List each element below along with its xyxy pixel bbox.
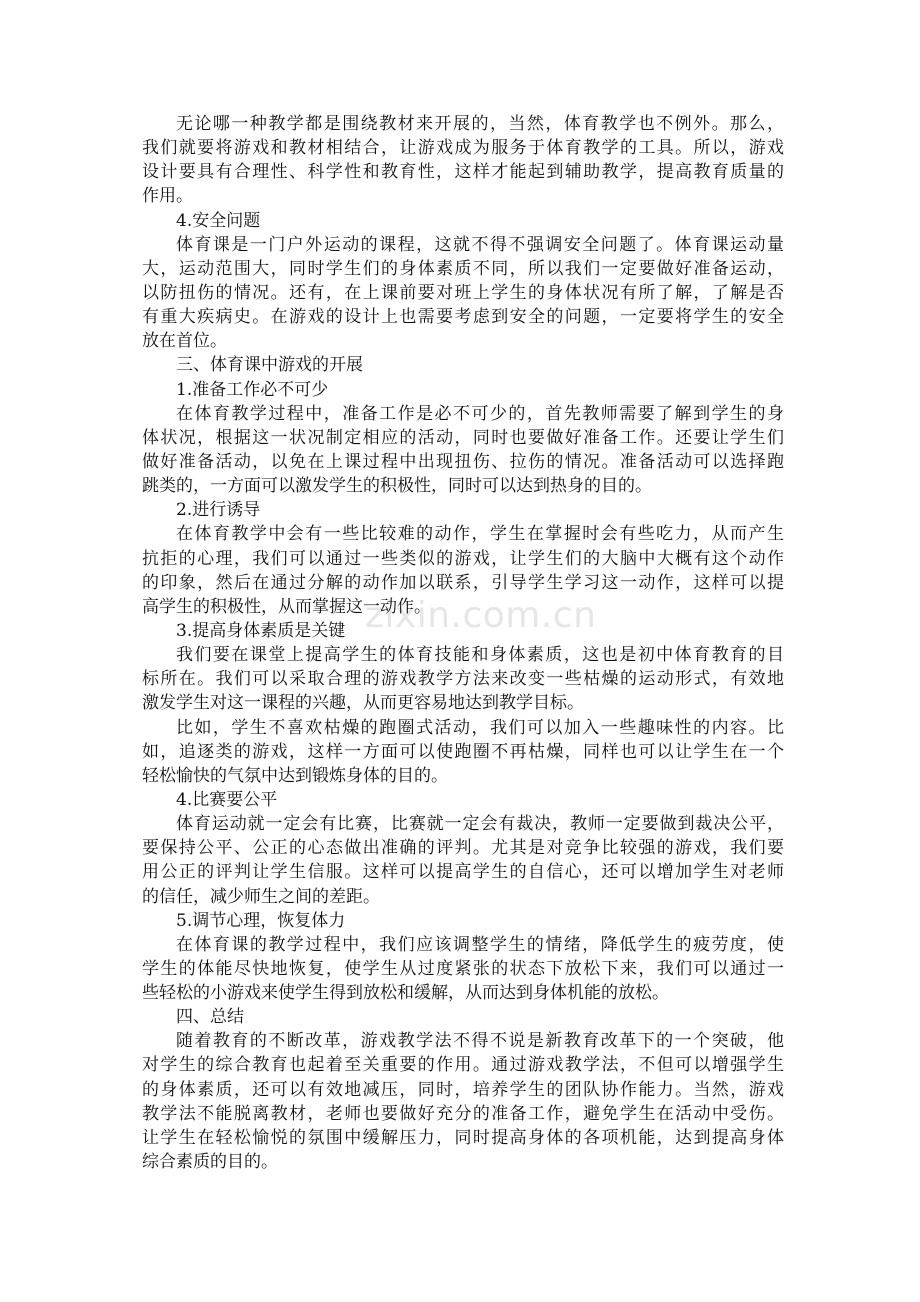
text-line: 的信任，减少师生之间的差距。 xyxy=(142,886,380,907)
text-line: 作用。 xyxy=(142,186,193,207)
text-line: 比如，学生不喜欢枯燥的跑圈式活动，我们可以加入一些趣味性的内容。比 xyxy=(176,717,784,738)
heading-text: 4.安全问题 xyxy=(176,210,261,231)
text-line: 在体育课的教学过程中，我们应该调整学生的情绪，降低学生的疲劳度，使 xyxy=(176,934,784,955)
text-line: 体状况，根据这一状况制定相应的活动，同时也要做好准备工作。还要让学生们 xyxy=(142,427,784,448)
document-body xyxy=(142,112,784,1174)
text-line: 我们要在课堂上提高学生的体育技能和身体素质，这也是初中体育教育的目 xyxy=(176,645,784,666)
text-line: 轻松愉快的气氛中达到锻炼身体的目的。 xyxy=(142,765,448,786)
paragraph xyxy=(142,643,784,715)
text-line: 设计要具有合理性、科学性和教育性，这样才能起到辅助教学，提高教育质量的 xyxy=(142,162,784,183)
paragraph xyxy=(142,112,784,209)
paragraph xyxy=(142,812,784,909)
paragraph xyxy=(142,716,784,788)
text-line: 的身体素质，还可以有效地减压，同时，培养学生的团队协作能力。当然，游戏 xyxy=(142,1079,784,1100)
section-heading xyxy=(142,1005,784,1029)
text-line: 跳类的，一方面可以激发学生的积极性，同时可以达到热身的目的。 xyxy=(142,476,652,497)
subsection-heading xyxy=(142,909,784,933)
subsection-heading xyxy=(142,378,784,402)
text-line: 在体育教学中会有一些比较难的动作，学生在掌握时会有些吃力，从而产生 xyxy=(176,524,784,545)
text-line: 体育运动就一定会有比赛，比赛就一定会有裁决，教师一定要做到裁决公平， xyxy=(176,814,784,835)
heading-text: 4.比赛要公平 xyxy=(176,789,278,810)
text-line: 对学生的综合教育也起着至关重要的作用。通过游戏教学法，不但可以增强学生 xyxy=(142,1055,784,1076)
section-heading xyxy=(142,353,784,377)
text-line: 高学生的积极性，从而掌握这一动作。 xyxy=(142,596,431,617)
heading-text: 5.调节心理，恢复体力 xyxy=(176,910,346,931)
text-line: 综合素质的目的。 xyxy=(142,1152,278,1173)
text-line: 用公正的评判让学生信服。这样可以提高学生的自信心，还可以增加学生对老师 xyxy=(142,862,784,883)
text-line: 体育课是一门户外运动的课程，这就不得不强调安全问题了。体育课运动量 xyxy=(176,234,784,255)
text-line: 随着教育的不断改革，游戏教学法不得不说是新教育改革下的一个突破，他 xyxy=(176,1031,784,1052)
subsection-heading xyxy=(142,498,784,522)
heading-text: 三、体育课中游戏的开展 xyxy=(176,355,363,376)
text-line: 以防扭伤的情况。还有，在上课前要对班上学生的身体状况有所了解，了解是否 xyxy=(142,282,784,303)
paragraph xyxy=(142,1029,784,1174)
text-line: 放在首位。 xyxy=(142,331,227,352)
text-line: 做好准备活动，以免在上课过程中出现扭伤、拉伤的情况。准备活动可以选择跑 xyxy=(142,451,784,472)
heading-text: 四、总结 xyxy=(176,1007,244,1028)
text-line: 学生的体能尽快地恢复，使学生从过度紧张的状态下放松下来，我们可以通过一 xyxy=(142,958,784,979)
text-line: 大，运动范围大，同时学生们的身体素质不同，所以我们一定要做好准备运动， xyxy=(142,258,784,279)
text-line: 激发学生对这一课程的兴趣，从而更容易地达到教学目标。 xyxy=(142,693,584,714)
section-heading xyxy=(142,209,784,233)
paragraph xyxy=(142,233,784,354)
text-line: 抗拒的心理，我们可以通过一些类似的游戏，让学生们的大脑中大概有这个动作 xyxy=(142,548,784,569)
text-line: 在体育教学过程中，准备工作是必不可少的，首先教师需要了解到学生的身 xyxy=(176,403,784,424)
heading-text: 1.准备工作必不可少 xyxy=(176,379,329,400)
text-line: 让学生在轻松愉悦的氛围中缓解压力，同时提高身体的各项机能，达到提高身体 xyxy=(142,1127,784,1148)
text-line: 教学法不能脱离教材，老师也要做好充分的准备工作，避免学生在活动中受伤。 xyxy=(142,1103,784,1124)
watermark: zixin.com.cn xyxy=(365,595,597,636)
paragraph xyxy=(142,522,784,619)
text-line: 如，追逐类的游戏，这样一方面可以使跑圈不再枯燥，同样也可以让学生在一个 xyxy=(142,741,784,762)
subsection-heading xyxy=(142,619,784,643)
subsection-heading xyxy=(142,788,784,812)
text-line: 些轻松的小游戏来使学生得到放松和缓解，从而达到身体机能的放松。 xyxy=(142,983,669,1004)
paragraph xyxy=(142,933,784,1005)
paragraph xyxy=(142,402,784,499)
heading-text: 2.进行诱导 xyxy=(176,500,261,521)
text-line: 我们就要将游戏和教材相结合，让游戏成为服务于体育教学的工具。所以，游戏 xyxy=(142,138,784,159)
text-line: 的印象，然后在通过分解的动作加以联系，引导学生学习这一动作，这样可以提 xyxy=(142,572,784,593)
heading-text: 3.提高身体素质是关键 xyxy=(176,620,346,641)
text-line: 无论哪一种教学都是围绕教材来开展的，当然，体育教学也不例外。那么， xyxy=(176,114,784,134)
text-line: 有重大疾病史。在游戏的设计上也需要考虑到安全的问题，一定要将学生的安全 xyxy=(142,307,784,328)
text-line: 标所在。我们可以采取合理的游戏教学方法来改变一些枯燥的运动形式，有效地 xyxy=(142,669,784,690)
text-line: 要保持公平、公正的心态做出准确的评判。尤其是对竞争比较强的游戏，我们要 xyxy=(142,838,784,859)
